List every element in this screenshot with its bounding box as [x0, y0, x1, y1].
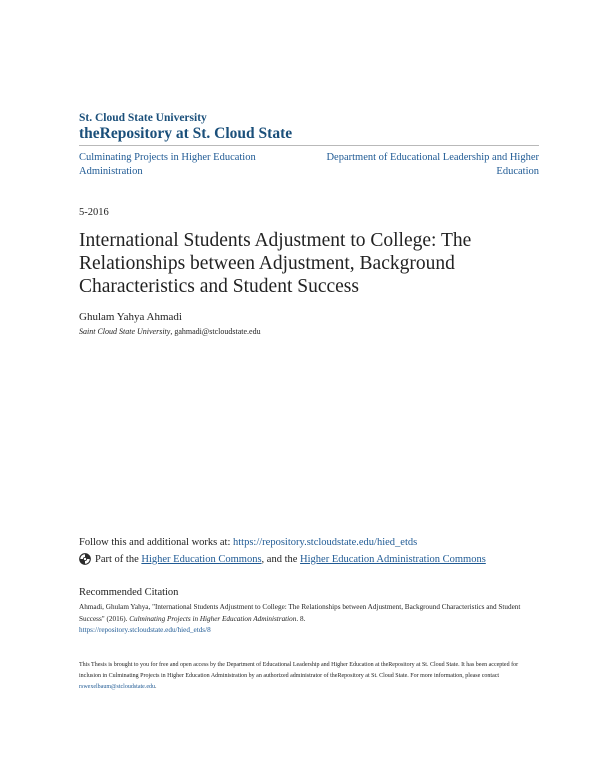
repository-name[interactable]: theRepository at St. Cloud State — [79, 125, 293, 142]
citation-journal: Culminating Projects in Higher Education Administration — [129, 614, 297, 623]
footer-end: . — [155, 684, 157, 690]
contact-email-link[interactable]: rswexelbaum@stcloudstate.edu — [79, 684, 156, 690]
part-of-middle: , and the — [261, 553, 298, 565]
part-of-prefix: Part of the — [95, 553, 139, 565]
part-of-line — [79, 553, 486, 565]
collection-link-right[interactable]: Department of Educational Leadership and Higher Education — [326, 152, 539, 177]
affiliation-institution: Saint Cloud State University — [79, 327, 171, 336]
document-title: International Students Adjustment to College: The Relationships between Adjustment, Background Characteristics and Student Success — [79, 230, 472, 297]
network-icon — [79, 553, 91, 565]
higher-ed-admin-commons-link[interactable]: Higher Education Administration Commons — [300, 553, 486, 565]
publication-date: 5-2016 — [79, 207, 109, 218]
university-name[interactable]: St. Cloud State University — [79, 112, 207, 124]
citation-heading: Recommended Citation — [79, 587, 179, 598]
footer-notice — [79, 660, 519, 693]
citation-url-link[interactable]: https://repository.stcloudstate.edu/hied_etds/8 — [79, 626, 211, 634]
follow-url-link[interactable]: https://repository.stcloudstate.edu/hied_etds — [233, 537, 418, 548]
author-name: Ghulam Yahya Ahmadi — [79, 311, 182, 323]
citation-text — [79, 602, 529, 637]
header-divider — [79, 145, 539, 146]
citation-main: Ahmadi, Ghulam Yahya, "International Students Adjustment to College: The Relationships between Adjustment, Background Characteristics and Student Success" (2016). — [79, 603, 521, 623]
higher-education-commons-link[interactable]: Higher Education Commons — [141, 553, 262, 565]
repository-header — [79, 111, 539, 143]
citation-number: . 8. — [296, 614, 306, 623]
author-email: , gahmadi@stcloudstate.edu — [170, 327, 261, 336]
author-affiliation — [79, 327, 261, 336]
footer-text: This Thesis is brought to you for free and open access by the Department of Educational Leadership and Higher Education at theRepository at St. Cloud State. It has been accepted for inclusion in Culminating Projects in Higher Education Administration by an authorized administrator of theRepository at St. Cloud State. For more information, please contact — [79, 662, 519, 679]
follow-line — [79, 537, 417, 548]
follow-prefix: Follow this and additional works at: — [79, 537, 231, 548]
collection-link-left[interactable]: Culminating Projects in Higher Education Administration — [79, 152, 256, 177]
